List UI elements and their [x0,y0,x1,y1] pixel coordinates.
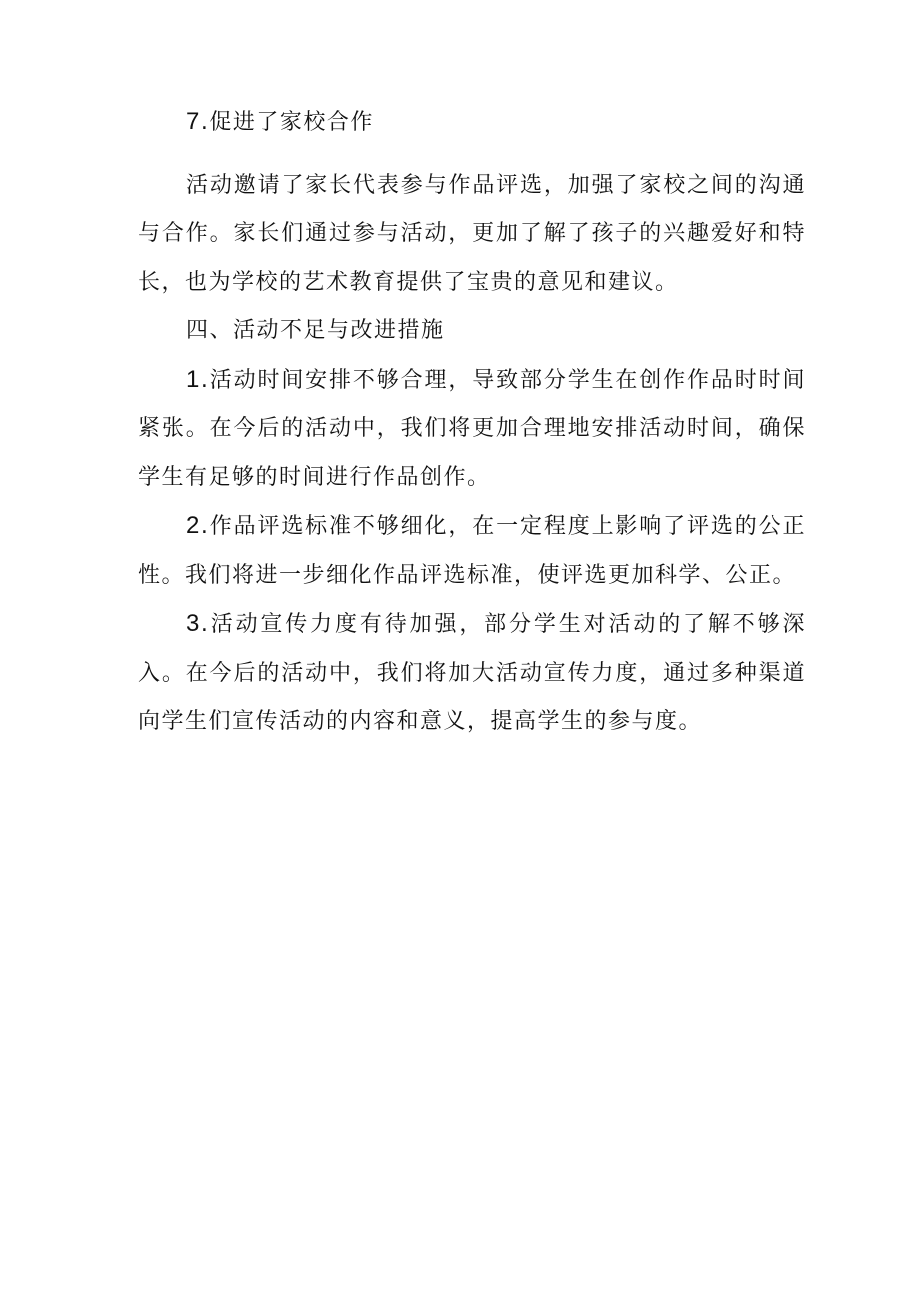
list-item-number: 1 [186,365,201,393]
list-item-2 [138,502,806,600]
list-item-text: .活动宣传力度有待加强，部分学生对活动的了解不够深入。在今后的活动中，我们将加大活动宣传力度，通过多种渠道向学生们宣传活动的内容和意义，提高学生的参与度。 [138,612,806,734]
list-item-number: 2 [186,512,201,539]
list-item-text: .活动时间安排不够合理，导致部分学生在创作作品时时间紧张。在今后的活动中，我们将更加合理地安排活动时间，确保学生有足够的时间进行作品创作。 [138,367,806,490]
list-item-number: 3 [186,610,201,637]
heading-number: 7 [186,108,201,135]
list-item-text: .作品评选标准不够细化，在一定程度上影响了评选的公正性。我们将进一步细化作品评选标准，使评选更加科学、公正。 [138,514,806,588]
list-item-1 [138,356,806,503]
heading-7 [138,98,806,148]
paragraph-parents: 活动邀请了家长代表参与作品评选，加强了家校之间的沟通与合作。家长们通过参与活动，更加了解了孩子的兴趣爱好和特长，也为学校的艺术教育提供了宝贵的意见和建议。 [138,172,806,295]
section-heading: 四、活动不足与改进措施 [186,318,445,343]
heading-text: .促进了家校合作 [200,110,374,135]
list-item-3 [138,600,806,747]
document-body [138,98,806,747]
